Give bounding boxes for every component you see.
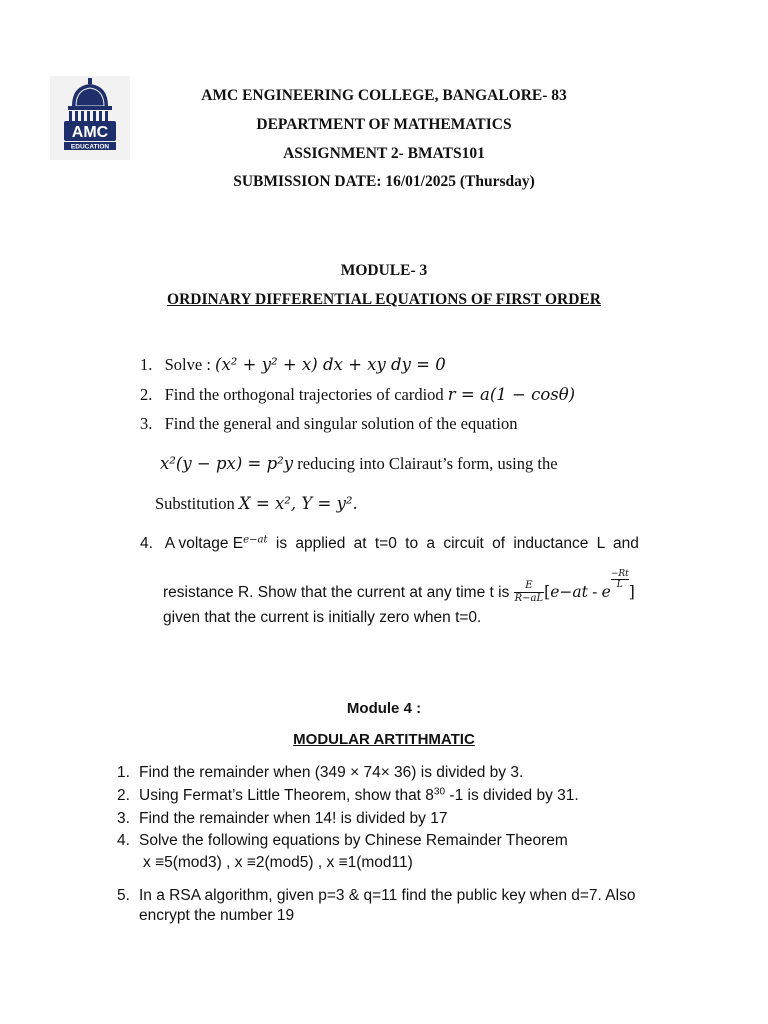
m3-question-2 [140, 385, 575, 405]
college-name: AMC ENGINEERING COLLEGE, BANGALORE- 83 [201, 87, 567, 104]
m3-q3-number: 3. [140, 414, 153, 433]
m4-q1-number: 1. [117, 764, 130, 781]
m4-q1-text: Find the remainder when (349 × 74× 36) is divided by 3. [139, 764, 524, 781]
module4-title: Module 4 : [346, 700, 422, 717]
m4-q2-number: 2. [117, 787, 130, 804]
m3-q4-number: 4. [140, 535, 153, 552]
m3-q4-exponent: e−at [243, 534, 268, 546]
m3-question-4 [140, 535, 674, 553]
m3-q4-term2-exponent [611, 569, 629, 590]
m3-q3-substitution-line [155, 494, 358, 514]
m3-q4-line2-text: resistance R. Show that the current at any time t is [163, 584, 514, 601]
m3-question-3 [140, 414, 517, 434]
module4-subtitle [0, 731, 768, 748]
module3-title: MODULE- 3 [340, 262, 428, 279]
m3-q3-line2: reducing into Clairaut’s form, using the [293, 454, 558, 473]
m4-q4-number: 4. [117, 832, 130, 849]
m3-q4-fraction-denominator: R−aL [514, 593, 544, 605]
m3-q2-number: 2. [140, 385, 153, 404]
m3-q4-line2 [163, 569, 635, 605]
m3-q4-term1: e−at [550, 583, 588, 601]
m3-q4-fraction-numerator: E [514, 580, 545, 593]
m3-q4-fraction [514, 580, 545, 605]
m3-q3-sub-prefix: Substitution [155, 494, 239, 513]
m4-question-5 [117, 887, 635, 905]
m3-q3-equation: x²(y − px) = p²y [160, 454, 294, 473]
m3-q3-sub-math: X = x², Y = y². [238, 494, 358, 513]
m3-q4-line1a: A voltage E [164, 535, 244, 552]
m4-question-2 [117, 787, 579, 805]
m3-q3-line1: Find the general and singular solution of the equation [164, 414, 518, 433]
assignment-title: ASSIGNMENT 2- BMATS101 [283, 145, 485, 162]
m3-q4-bracket-open: [ [544, 583, 551, 601]
logo-subtext: EDUCATION [70, 143, 110, 151]
m3-q4-term2-exp-den: L [616, 580, 623, 590]
m4-q2-pre: Using Fermat’s Little Theorem, show that 8 [139, 787, 434, 804]
m4-question-1 [117, 764, 523, 782]
m3-q4-term2-exp-num: −Rt [610, 569, 629, 579]
submission-date: SUBMISSION DATE: 16/01/2025 (Thursday) [233, 173, 535, 190]
m3-question-1 [140, 355, 446, 375]
m3-q3-equation-line [160, 454, 558, 474]
m4-q5-line2: encrypt the number 19 [139, 907, 295, 924]
m4-q4-equations: x ≡5(mod3) , x ≡2(mod5) , x ≡1(mod11) [143, 854, 413, 871]
m4-q2-sup: 30 [433, 786, 446, 798]
m3-q4-bracket-close: ] [628, 583, 635, 601]
m3-q4-line3: given that the current is initially zero when t=0. [163, 609, 482, 626]
m3-q2-text: Find the orthogonal trajectories of cardiod [164, 385, 448, 404]
module3-subtitle [0, 291, 768, 309]
m4-question-4 [117, 832, 568, 850]
m3-q4-minus: - [587, 584, 602, 601]
m4-q2-post: -1 is divided by 31. [445, 787, 579, 804]
department-name: DEPARTMENT OF MATHEMATICS [256, 116, 512, 133]
m3-q1-math: (x² + y² + x) dx + xy dy = 0 [215, 355, 446, 374]
m3-q4-line1b: is applied at t=0 to a circuit of inductance L and [267, 535, 639, 552]
m4-question-3 [117, 810, 447, 828]
m4-q3-text: Find the remainder when 14! is divided by 17 [139, 810, 448, 827]
logo-text: AMC [71, 124, 109, 141]
m3-q1-number: 1. [140, 355, 153, 374]
m3-q1-text: Solve : [164, 355, 216, 374]
m4-q5-line1: In a RSA algorithm, given p=3 & q=11 find the public key when d=7. Also [139, 887, 636, 904]
module4-subtitle-text: MODULAR ARTITHMATIC [293, 731, 475, 748]
module3-subtitle-text: ORDINARY DIFFERENTIAL EQUATIONS OF FIRST ORDER [167, 291, 601, 308]
m4-q3-number: 3. [117, 810, 130, 827]
m4-q5-number: 5. [117, 887, 130, 904]
m4-q4-text: Solve the following equations by Chinese Remainder Theorem [139, 832, 568, 849]
m3-q4-term2-base: e [601, 583, 611, 601]
m3-q2-math: r = a(1 − cosθ) [447, 385, 576, 404]
